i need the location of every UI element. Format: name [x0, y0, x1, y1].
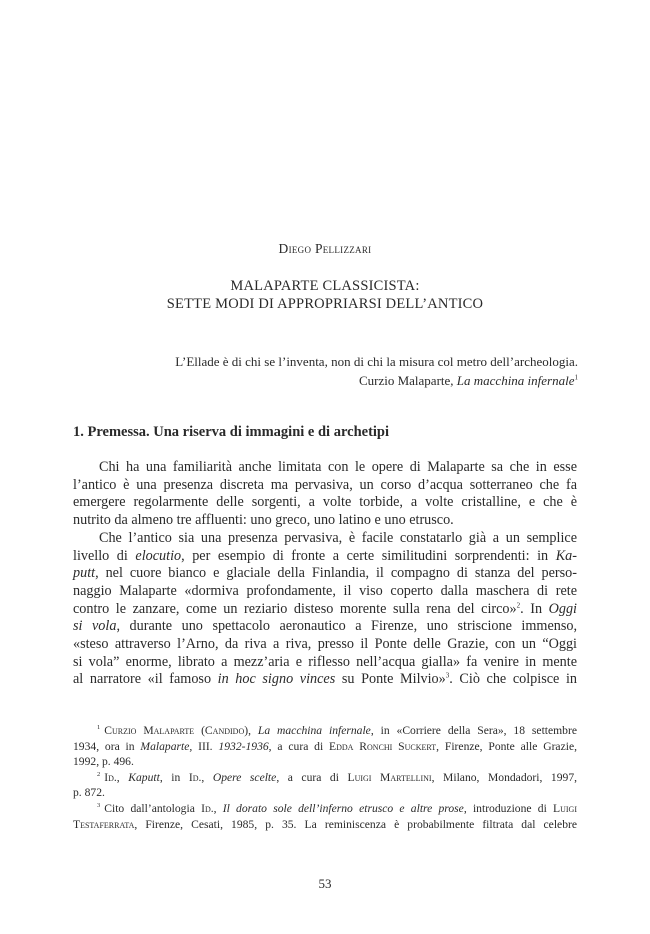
footnote-ref: 1 — [574, 373, 578, 382]
epigraph-quote: L’Ellade è di chi se l’inventa, non di chi la misura col metro dell’archeologia. — [175, 354, 578, 369]
footnote-3: $^3$ Cito dall’antologia Id., Il dorato sole dell’inferno etrusco e altre prose, introduzione di Luigi — [97, 801, 577, 815]
body-line: si vola” enorme, librato a mezz’aria e riflesso nell’acqua gialla» fa venire in mente — [73, 653, 577, 670]
body-line: nutrito da almeno tre affluenti: uno greco, uno latino e uno etrusco. — [73, 512, 454, 529]
footnote-ref: 2 — [516, 600, 521, 609]
footnote-1: $^1$ Curzio Malaparte (Candido), La macchina infernale, in «Corriere della Sera», 18 settembre — [97, 724, 577, 737]
title-line-1: MALAPARTE CLASSICISTA: — [230, 278, 420, 294]
body-text — [73, 459, 577, 689]
body-line: «steso attraverso l’Arno, da riva a riva, presso il Ponte delle Grazie, con un “Oggi — [73, 636, 577, 653]
section-heading: 1. Premessa. Una riserva di immagini e di archetipi — [73, 424, 390, 440]
body-line: Che l’antico sia una presenza pervasiva, è facile constatarlo già a un semplice — [99, 529, 577, 546]
epigraph — [58, 352, 578, 390]
footnote-line: p. 872. — [73, 786, 105, 800]
footnotes — [73, 723, 577, 832]
epigraph-author: Curzio Malaparte, — [358, 373, 457, 388]
body-line: putt, nel cuore bianco e glaciale della Finlandia, il compagno di stanza del perso- — [73, 565, 577, 582]
footnote-ref: 3 — [445, 671, 450, 680]
title-line-2: SETTE MODI DI APPROPRIARSI DELL’ANTICO — [166, 296, 484, 312]
page-number: 53 — [318, 876, 332, 891]
body-line: livello di elocutio, per esempio di fronte a certe similitudini sorprendenti: in Ka- — [73, 547, 577, 564]
footnote-line: 1934, ora in Malaparte, III. 1932-1936, a cura di Edda Ronchi Suckert, Firenze, Ponte alle Grazie, — [73, 739, 577, 753]
body-line: Chi ha una familiarità anche limitata con le opere di Malaparte sa che in esse — [99, 459, 577, 475]
body-line: contro le zanzare, come un reziario disteso morente sulla rena del circo»$^2$. In Oggi — [73, 600, 577, 617]
body-line: emergere regolarmente delle sorgenti, a volte torbide, a volte cristalline, e che è — [73, 494, 577, 511]
epigraph-attribution — [58, 371, 578, 390]
article-title — [0, 277, 650, 313]
footnote-line: Testaferrata, Firenze, Cesati, 1985, p. 35. La reminiscenza è probabilmente filtrata dal celebre — [73, 817, 577, 831]
body-line: si vola, durante uno spettacolo aeronautico a Firenze, uno striscione immenso, — [73, 618, 577, 635]
body-line: al narratore «il famoso in hoc signo vinces su Ponte Milvio»$^3$. Ciò che colpisce in — [73, 671, 577, 688]
footnote-2: $^2$ Id., Kaputt, in Id., Opere scelte, a cura di Luigi Martellini, Milano, Mondadori, 1997, — [97, 770, 578, 784]
body-line: naggio Malaparte «dormiva profondamente, il viso coperto dalla maschera di rete — [73, 582, 577, 599]
epigraph-work: La macchina infernale — [456, 373, 575, 388]
body-line: l’antico è una presenza discreta ma pervasiva, un corso d’acqua sotterraneo che fa — [73, 476, 577, 493]
footnote-line: 1992, p. 496. — [73, 755, 134, 769]
author-name: Diego Pellizzari — [278, 241, 372, 256]
